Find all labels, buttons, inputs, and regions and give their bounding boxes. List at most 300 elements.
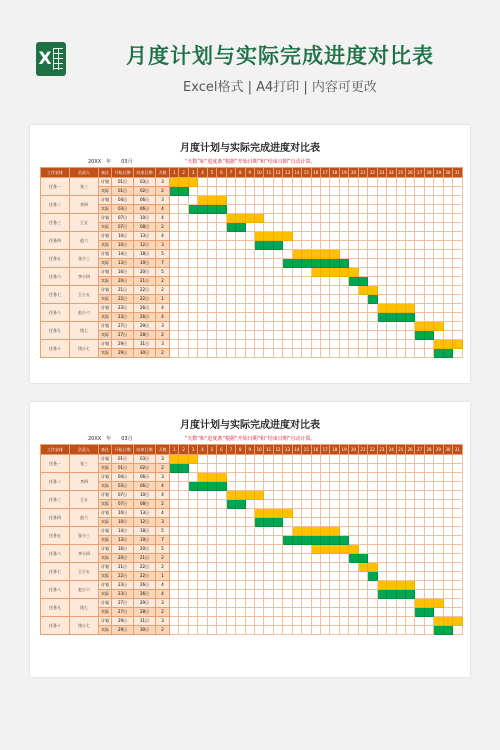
gantt-cell <box>434 268 443 277</box>
gantt-cell <box>396 196 405 205</box>
gantt-cell <box>311 563 320 572</box>
gantt-cell <box>405 349 414 358</box>
table-row <box>41 536 463 545</box>
day-header: 24 <box>387 168 396 178</box>
gantt-cell <box>415 286 424 295</box>
gantt-cell <box>358 187 367 196</box>
gantt-cell <box>236 581 245 590</box>
gantt-cell <box>339 527 348 536</box>
gantt-cell <box>321 518 330 527</box>
gantt-cell <box>405 241 414 250</box>
gantt-cell <box>453 223 462 232</box>
day-count: 7 <box>156 536 170 545</box>
gantt-cell <box>207 178 216 187</box>
task-name: 任务五 <box>41 250 70 268</box>
gantt-cell <box>396 473 405 482</box>
gantt-cell <box>349 223 358 232</box>
gantt-cell <box>236 626 245 635</box>
gantt-cell <box>387 205 396 214</box>
table-row <box>41 286 463 295</box>
day-count: 4 <box>156 482 170 491</box>
gantt-cell <box>358 626 367 635</box>
gantt-cell <box>198 500 207 509</box>
gantt-cell <box>405 322 414 331</box>
gantt-cell <box>170 608 179 617</box>
gantt-cell <box>415 295 424 304</box>
gantt-cell <box>236 205 245 214</box>
gantt-cell <box>405 491 414 500</box>
gantt-cell <box>358 268 367 277</box>
start-date: 21日 <box>112 286 134 295</box>
gantt-cell <box>198 545 207 554</box>
day-count: 1 <box>156 572 170 581</box>
task-owner: 钱七 <box>70 322 99 340</box>
gantt-cell <box>434 554 443 563</box>
gantt-cell <box>283 277 292 286</box>
gantt-cell <box>283 563 292 572</box>
gantt-cell <box>339 187 348 196</box>
gantt-cell <box>339 340 348 349</box>
gantt-cell <box>264 178 273 187</box>
actual-label: 实际 <box>99 482 112 491</box>
gantt-cell <box>217 455 226 464</box>
end-date: 19日 <box>134 536 156 545</box>
day-header: 3 <box>188 168 197 178</box>
end-date: 08日 <box>134 500 156 509</box>
gantt-cell <box>330 322 339 331</box>
actual-label: 实际 <box>99 536 112 545</box>
column-header: 结束日期 <box>134 168 156 178</box>
start-date: 07日 <box>112 500 134 509</box>
gantt-cell <box>283 313 292 322</box>
gantt-cell <box>292 500 301 509</box>
gantt-cell <box>415 509 424 518</box>
gantt-cell <box>424 295 433 304</box>
gantt-cell <box>236 313 245 322</box>
gantt-cell <box>368 196 377 205</box>
plan-bar-cell <box>443 340 452 349</box>
day-header: 18 <box>330 168 339 178</box>
gantt-cell <box>292 608 301 617</box>
gantt-cell <box>377 536 386 545</box>
gantt-cell <box>264 196 273 205</box>
gantt-cell <box>387 527 396 536</box>
column-header: 结束日期 <box>134 445 156 455</box>
actual-bar-cell <box>339 536 348 545</box>
gantt-cell <box>415 473 424 482</box>
gantt-cell <box>188 322 197 331</box>
gantt-cell <box>330 608 339 617</box>
end-date: 26日 <box>134 304 156 313</box>
gantt-cell <box>453 599 462 608</box>
gantt-cell <box>302 473 311 482</box>
plan-label: 计划 <box>99 527 112 536</box>
gantt-cell <box>330 313 339 322</box>
gantt-cell <box>198 277 207 286</box>
day-header: 7 <box>226 445 235 455</box>
day-header: 28 <box>424 168 433 178</box>
gantt-cell <box>217 590 226 599</box>
gantt-cell <box>368 464 377 473</box>
gantt-cell <box>170 626 179 635</box>
column-header: 开始日期 <box>112 445 134 455</box>
gantt-cell <box>207 455 216 464</box>
gantt-cell <box>254 464 263 473</box>
actual-bar-cell <box>188 482 197 491</box>
gantt-cell <box>283 295 292 304</box>
day-count: 4 <box>156 304 170 313</box>
gantt-cell <box>283 196 292 205</box>
gantt-cell <box>254 196 263 205</box>
day-count: 2 <box>156 331 170 340</box>
gantt-cell <box>424 473 433 482</box>
gantt-cell <box>434 178 443 187</box>
actual-bar-cell <box>292 259 301 268</box>
actual-bar-cell <box>311 259 320 268</box>
gantt-cell <box>377 250 386 259</box>
gantt-cell <box>434 313 443 322</box>
task-owner: 李小四 <box>70 268 99 286</box>
gantt-cell <box>443 599 452 608</box>
gantt-cell <box>424 196 433 205</box>
gantt-cell <box>292 581 301 590</box>
gantt-cell <box>349 536 358 545</box>
gantt-cell <box>349 349 358 358</box>
task-name: 任务七 <box>41 286 70 304</box>
gantt-cell <box>292 196 301 205</box>
gantt-cell <box>349 331 358 340</box>
gantt-cell <box>339 250 348 259</box>
start-date: 16日 <box>112 545 134 554</box>
gantt-cell <box>321 599 330 608</box>
gantt-cell <box>283 304 292 313</box>
start-date: 23日 <box>112 581 134 590</box>
end-date: 20日 <box>134 545 156 554</box>
gantt-cell <box>170 241 179 250</box>
gantt-cell <box>179 349 188 358</box>
task-owner: 李四 <box>70 473 99 491</box>
gantt-cell <box>443 286 452 295</box>
day-count: 3 <box>156 241 170 250</box>
day-header: 23 <box>377 445 386 455</box>
gantt-cell <box>188 331 197 340</box>
task-owner: 赵小六 <box>70 304 99 322</box>
gantt-cell <box>273 349 282 358</box>
gantt-cell <box>302 295 311 304</box>
gantt-cell <box>302 617 311 626</box>
gantt-cell <box>330 331 339 340</box>
gantt-cell <box>415 250 424 259</box>
actual-bar-cell <box>415 331 424 340</box>
gantt-cell <box>236 617 245 626</box>
gantt-cell <box>179 518 188 527</box>
gantt-cell <box>443 214 452 223</box>
gantt-cell <box>302 349 311 358</box>
plan-bar-cell <box>434 322 443 331</box>
gantt-cell <box>170 617 179 626</box>
gantt-cell <box>368 581 377 590</box>
day-header: 5 <box>207 168 216 178</box>
gantt-cell <box>434 241 443 250</box>
gantt-cell <box>349 473 358 482</box>
gantt-cell <box>207 545 216 554</box>
gantt-cell <box>245 331 254 340</box>
gantt-cell <box>302 590 311 599</box>
gantt-cell <box>349 322 358 331</box>
gantt-cell <box>264 214 273 223</box>
plan-label: 计划 <box>99 304 112 313</box>
gantt-cell <box>349 232 358 241</box>
gantt-cell <box>236 286 245 295</box>
gantt-cell <box>443 313 452 322</box>
gantt-cell <box>292 214 301 223</box>
gantt-cell <box>453 590 462 599</box>
day-header: 8 <box>236 168 245 178</box>
gantt-cell <box>273 331 282 340</box>
gantt-cell <box>179 331 188 340</box>
gantt-cell <box>415 304 424 313</box>
gantt-cell <box>283 491 292 500</box>
gantt-cell <box>424 572 433 581</box>
gantt-cell <box>292 599 301 608</box>
gantt-cell <box>349 572 358 581</box>
gantt-cell <box>377 340 386 349</box>
plan-bar-cell <box>264 509 273 518</box>
plan-label: 计划 <box>99 214 112 223</box>
gantt-cell <box>358 295 367 304</box>
start-date: 23日 <box>112 304 134 313</box>
gantt-cell <box>387 482 396 491</box>
day-header: 11 <box>264 168 273 178</box>
gantt-cell <box>283 250 292 259</box>
start-date: 01日 <box>112 187 134 196</box>
gantt-cell <box>434 205 443 214</box>
gantt-cell <box>339 196 348 205</box>
gantt-cell <box>207 581 216 590</box>
gantt-cell <box>302 268 311 277</box>
gantt-cell <box>358 545 367 554</box>
actual-bar-cell <box>264 241 273 250</box>
plan-bar-cell <box>283 509 292 518</box>
header-row <box>41 168 463 178</box>
actual-bar-cell <box>434 626 443 635</box>
gantt-cell <box>283 527 292 536</box>
excel-logo-icon: X <box>36 42 66 76</box>
gantt-cell <box>198 250 207 259</box>
actual-bar-cell <box>368 572 377 581</box>
gantt-cell <box>226 563 235 572</box>
gantt-cell <box>254 473 263 482</box>
gantt-cell <box>453 545 462 554</box>
gantt-cell <box>396 563 405 572</box>
day-header: 12 <box>273 445 282 455</box>
gantt-cell <box>264 572 273 581</box>
gantt-cell <box>254 599 263 608</box>
gantt-cell <box>188 491 197 500</box>
gantt-cell <box>330 617 339 626</box>
gantt-cell <box>377 196 386 205</box>
gantt-cell <box>283 349 292 358</box>
gantt-cell <box>264 626 273 635</box>
gantt-cell <box>330 349 339 358</box>
actual-label: 实际 <box>99 205 112 214</box>
gantt-cell <box>236 599 245 608</box>
day-header: 16 <box>311 445 320 455</box>
table-row <box>41 572 463 581</box>
day-count: 5 <box>156 527 170 536</box>
gantt-cell <box>405 554 414 563</box>
gantt-cell <box>368 509 377 518</box>
gantt-cell <box>415 572 424 581</box>
gantt-cell <box>443 250 452 259</box>
gantt-cell <box>264 349 273 358</box>
gantt-cell <box>443 527 452 536</box>
gantt-cell <box>198 187 207 196</box>
gantt-cell <box>254 590 263 599</box>
plan-bar-cell <box>207 473 216 482</box>
gantt-cell <box>368 527 377 536</box>
gantt-cell <box>283 545 292 554</box>
gantt-cell <box>358 313 367 322</box>
day-count: 3 <box>156 340 170 349</box>
gantt-cell <box>358 241 367 250</box>
gantt-cell <box>226 304 235 313</box>
gantt-cell <box>405 196 414 205</box>
gantt-cell <box>236 322 245 331</box>
gantt-cell <box>198 527 207 536</box>
gantt-cell <box>217 340 226 349</box>
day-header: 31 <box>453 168 462 178</box>
gantt-cell <box>321 214 330 223</box>
gantt-cell <box>188 563 197 572</box>
gantt-cell <box>170 268 179 277</box>
gantt-cell <box>188 349 197 358</box>
gantt-cell <box>453 482 462 491</box>
gantt-cell <box>283 223 292 232</box>
gantt-cell <box>217 331 226 340</box>
table-row <box>41 455 463 464</box>
gantt-cell <box>170 304 179 313</box>
gantt-cell <box>321 349 330 358</box>
gantt-cell <box>377 572 386 581</box>
gantt-cell <box>236 340 245 349</box>
gantt-cell <box>424 187 433 196</box>
gantt-cell <box>273 277 282 286</box>
gantt-cell <box>217 304 226 313</box>
gantt-cell <box>339 331 348 340</box>
plan-label: 计划 <box>99 581 112 590</box>
start-date: 20日 <box>112 277 134 286</box>
gantt-cell <box>453 250 462 259</box>
gantt-cell <box>207 509 216 518</box>
gantt-cell <box>226 464 235 473</box>
gantt-cell <box>453 313 462 322</box>
gantt-cell <box>424 455 433 464</box>
plan-label: 计划 <box>99 617 112 626</box>
day-count: 5 <box>156 545 170 554</box>
gantt-cell <box>217 581 226 590</box>
start-date: 10日 <box>112 518 134 527</box>
gantt-cell <box>424 464 433 473</box>
day-count: 2 <box>156 464 170 473</box>
gantt-cell <box>264 304 273 313</box>
gantt-cell <box>264 473 273 482</box>
gantt-cell <box>387 518 396 527</box>
end-date: 22日 <box>134 295 156 304</box>
gantt-cell <box>217 554 226 563</box>
table-row <box>41 545 463 554</box>
gantt-cell <box>170 331 179 340</box>
gantt-cell <box>368 223 377 232</box>
task-owner: 王小五 <box>70 563 99 581</box>
column-header: 负责人 <box>70 168 99 178</box>
gantt-cell <box>311 313 320 322</box>
gantt-cell <box>207 626 216 635</box>
gantt-cell <box>236 572 245 581</box>
day-header: 29 <box>434 445 443 455</box>
start-date: 04日 <box>112 196 134 205</box>
gantt-cell <box>321 205 330 214</box>
plan-bar-cell <box>170 455 179 464</box>
gantt-cell <box>453 473 462 482</box>
gantt-cell <box>443 473 452 482</box>
task-name: 任务九 <box>41 322 70 340</box>
gantt-cell <box>424 536 433 545</box>
gantt-cell <box>415 241 424 250</box>
gantt-cell <box>434 473 443 482</box>
actual-bar-cell <box>198 205 207 214</box>
gantt-cell <box>179 626 188 635</box>
gantt-cell <box>339 518 348 527</box>
gantt-cell <box>358 205 367 214</box>
actual-bar-cell <box>236 223 245 232</box>
gantt-cell <box>179 313 188 322</box>
plan-bar-cell <box>283 232 292 241</box>
gantt-cell <box>424 563 433 572</box>
end-date: 30日 <box>134 626 156 635</box>
gantt-cell <box>368 473 377 482</box>
gantt-cell <box>226 331 235 340</box>
gantt-cell <box>349 187 358 196</box>
gantt-cell <box>198 626 207 635</box>
actual-label: 实际 <box>99 608 112 617</box>
gantt-cell <box>453 464 462 473</box>
gantt-cell <box>349 214 358 223</box>
gantt-cell <box>311 617 320 626</box>
gantt-cell <box>198 599 207 608</box>
gantt-cell <box>236 608 245 617</box>
gantt-cell <box>358 527 367 536</box>
gantt-cell <box>283 500 292 509</box>
plan-bar-cell <box>273 509 282 518</box>
plan-label: 计划 <box>99 599 112 608</box>
gantt-cell <box>292 223 301 232</box>
gantt-cell <box>387 545 396 554</box>
actual-label: 实际 <box>99 518 112 527</box>
gantt-cell <box>368 313 377 322</box>
day-header: 9 <box>245 168 254 178</box>
gantt-cell <box>245 223 254 232</box>
gantt-cell <box>453 241 462 250</box>
table-row <box>41 214 463 223</box>
gantt-cell <box>405 205 414 214</box>
year-month-label: 20XX 年 03月 <box>88 159 133 165</box>
actual-bar-cell <box>226 223 235 232</box>
gantt-cell <box>311 464 320 473</box>
gantt-cell <box>207 286 216 295</box>
gantt-cell <box>217 500 226 509</box>
gantt-cell <box>396 509 405 518</box>
